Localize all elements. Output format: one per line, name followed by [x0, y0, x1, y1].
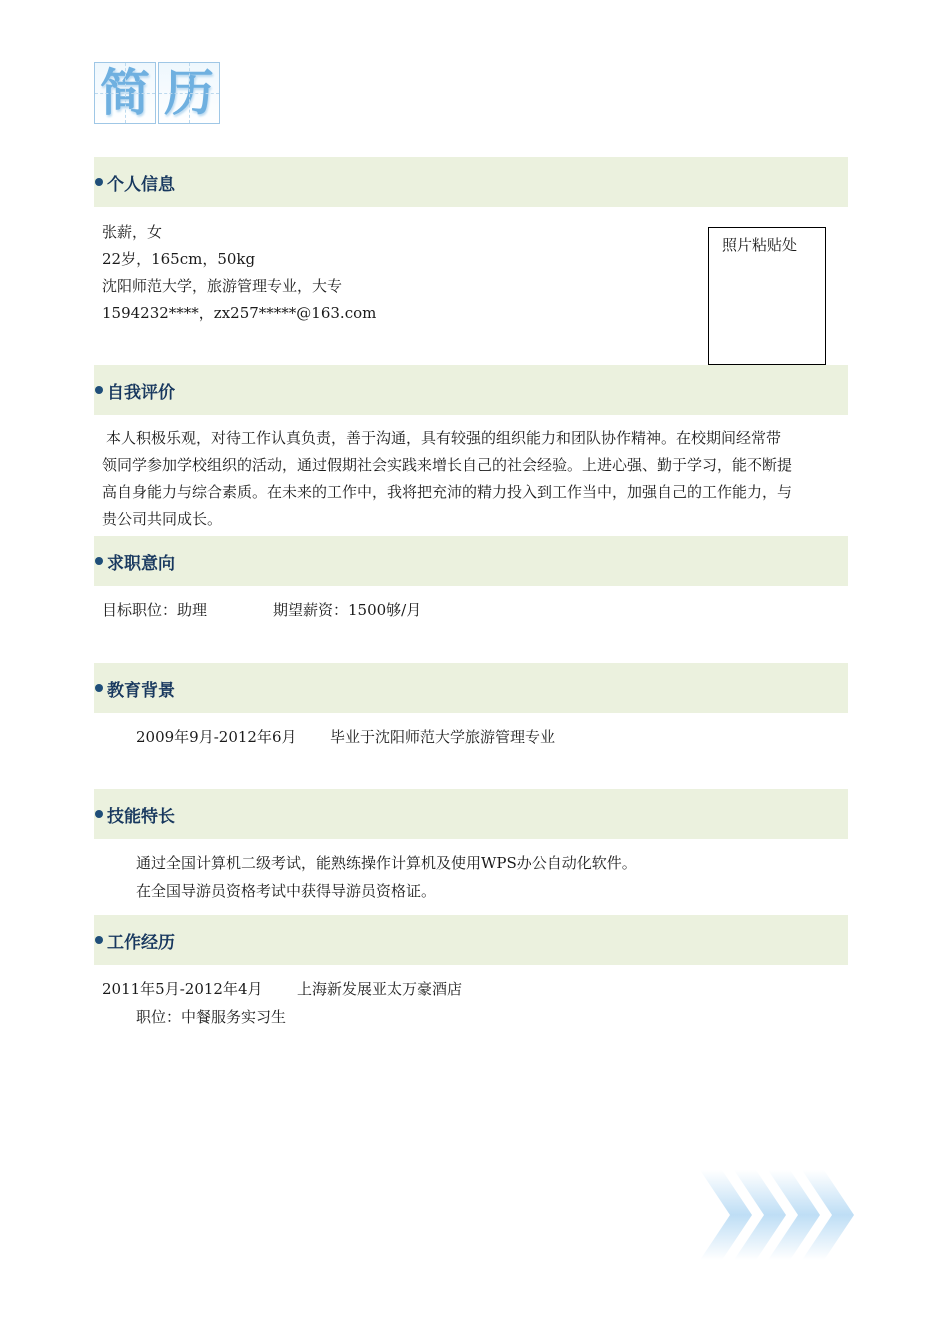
work-period: 2011年5月-2012年4月	[102, 980, 263, 998]
section-header-work	[94, 915, 848, 965]
personal-school-major: 沈阳师范大学，旅游管理专业，大专	[102, 277, 343, 295]
skills-line-2: 在全国导游员资格考试中获得导游员资格证。	[136, 882, 437, 900]
section-header-education	[94, 663, 848, 713]
self-eval-line-3: 高自身能力与综合素质。在未来的工作中，我将把充沛的精力投入到工作当中，加强自己的工作能力，与	[102, 483, 793, 501]
education-period: 2009年9月-2012年6月	[136, 728, 297, 746]
self-eval-line-1: 本人积极乐观，对待工作认真负责，善于沟通，具有较强的组织能力和团队协作精神。在校期间经常带	[106, 429, 782, 447]
bullet-icon	[95, 178, 103, 186]
section-header-intent	[94, 536, 848, 586]
bullet-icon	[95, 936, 103, 944]
skills-line-1: 通过全国计算机二级考试，能熟练操作计算机及使用WPS办公自动化软件。	[136, 854, 637, 872]
intent-target-position: 目标职位：助理	[102, 601, 208, 619]
work-position: 职位：中餐服务实习生	[136, 1008, 287, 1026]
bullet-icon	[95, 386, 103, 394]
section-header-skills	[94, 789, 848, 839]
section-title-education: 教育背景	[107, 680, 175, 701]
section-title-intent: 求职意向	[107, 553, 175, 574]
personal-contact: 1594232****，zx257*****@163.com	[102, 304, 377, 322]
bullet-icon	[95, 557, 103, 565]
photo-label: 照片粘贴处	[722, 236, 798, 254]
section-title-skills: 技能特长	[107, 806, 175, 827]
resume-logo	[94, 62, 222, 124]
section-title-work: 工作经历	[107, 932, 175, 953]
personal-age-height-weight: 22岁，165cm，50kg	[102, 250, 256, 268]
bullet-icon	[95, 684, 103, 692]
self-eval-line-4: 贵公司共同成长。	[102, 510, 223, 528]
work-company: 上海新发展亚太万豪酒店	[297, 980, 463, 998]
personal-name-gender: 张薪，女	[102, 223, 163, 241]
bullet-icon	[95, 810, 103, 818]
section-title-self-eval: 自我评价	[107, 382, 175, 403]
intent-expected-salary: 期望薪资：1500够/月	[273, 601, 422, 619]
section-title-personal: 个人信息	[107, 174, 175, 195]
decorative-chevrons	[700, 1160, 860, 1270]
self-eval-line-2: 领同学参加学校组织的活动，通过假期社会实践来增长自己的社会经验。上进心强、勤于学习，能不断提	[102, 456, 793, 474]
logo-char-jian: 简	[94, 62, 156, 124]
logo-char-li: 历	[158, 62, 220, 124]
section-header-self-eval	[94, 365, 848, 415]
education-detail: 毕业于沈阳师范大学旅游管理专业	[330, 728, 556, 746]
section-header-personal	[94, 157, 848, 207]
photo-placeholder	[708, 227, 826, 365]
